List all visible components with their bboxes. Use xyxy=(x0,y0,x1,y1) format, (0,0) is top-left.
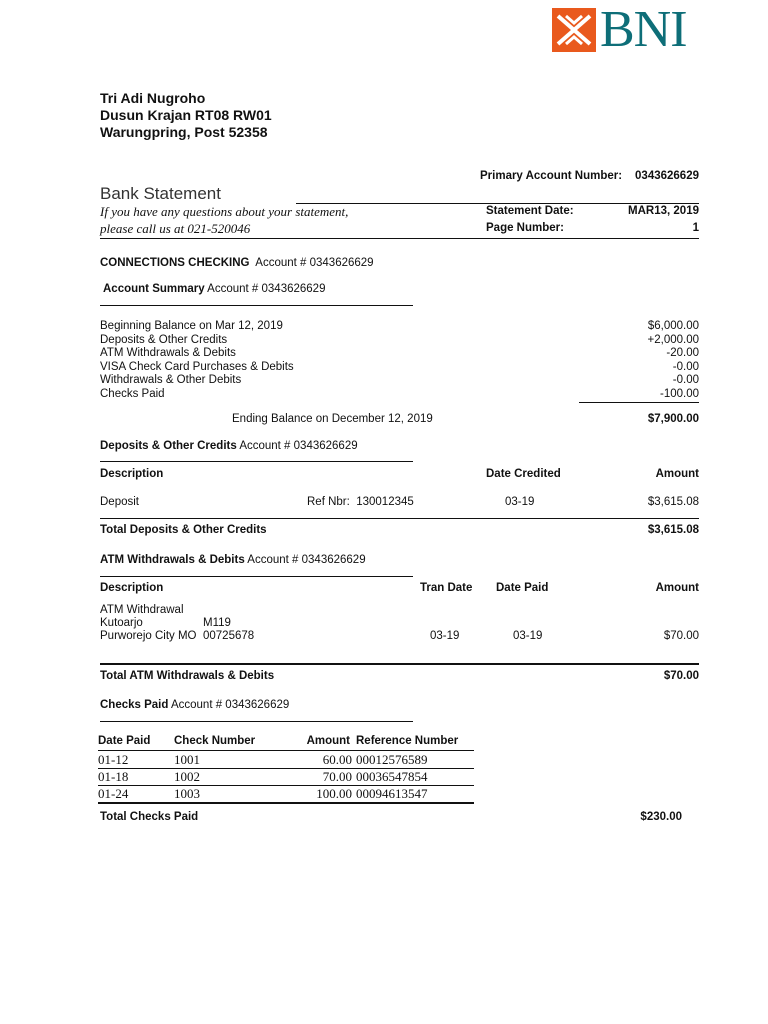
summary-list xyxy=(100,320,699,401)
atm-heading xyxy=(100,554,366,566)
deposit-description: Deposit xyxy=(100,496,139,508)
summary-row xyxy=(100,374,699,388)
page-number-label: Page Number: xyxy=(486,222,564,234)
check-number: 1002 xyxy=(174,769,268,786)
atm-row-description xyxy=(100,604,254,643)
summary-row-value: -0.00 xyxy=(672,374,699,386)
check-amount: 100.00 xyxy=(268,786,356,804)
checks-table xyxy=(98,734,474,804)
deposits-col-date: Date Credited xyxy=(486,468,561,480)
checks-col-amount: Amount xyxy=(306,735,350,747)
deposits-col-description: Description xyxy=(100,468,164,480)
table-row xyxy=(98,769,474,786)
customer-name: Tri Adi Nugroho xyxy=(100,90,206,106)
summary-row xyxy=(100,334,699,348)
statement-date-value: MAR13, 2019 xyxy=(628,205,699,217)
header-rule-bottom xyxy=(100,238,699,239)
deposits-total-rule xyxy=(100,518,699,519)
checks-col-reference: Reference Number xyxy=(356,735,459,747)
questions-line-1: If you have any questions about your statement, xyxy=(100,204,349,219)
checks-total-value: $230.00 xyxy=(640,811,682,823)
summary-row-value: +2,000.00 xyxy=(647,333,699,346)
atm-total-value: $70.00 xyxy=(663,670,699,682)
atm-terminal: M119 xyxy=(203,617,231,629)
atm-ref: 00725678 xyxy=(203,630,255,642)
atm-col-date-paid: Date Paid xyxy=(496,582,549,594)
deposits-total-label: Total Deposits & Other Credits xyxy=(100,524,267,536)
atm-account: Account # 0343626629 xyxy=(247,554,366,566)
summary-row-label: Deposits & Other Credits xyxy=(100,333,228,346)
check-reference: 00012576589 xyxy=(356,752,474,769)
statement-title: Bank Statement xyxy=(100,184,221,203)
page-number-value: 1 xyxy=(692,222,699,234)
checking-title: CONNECTIONS CHECKING xyxy=(100,257,250,269)
deposits-col-amount: Amount xyxy=(655,468,699,480)
check-amount: 60.00 xyxy=(268,752,356,769)
checks-title: Checks Paid xyxy=(100,699,169,711)
check-date: 01-18 xyxy=(98,769,174,786)
summary-row-value: -100.00 xyxy=(659,387,699,400)
check-reference: 00094613547 xyxy=(356,786,474,804)
bni-logo-text: BNI xyxy=(600,1,687,58)
ending-balance-value: $7,900.00 xyxy=(647,413,699,425)
summary-row-value: -20.00 xyxy=(666,347,699,359)
deposits-heading xyxy=(100,440,358,452)
address-line-1: Dusun Krajan RT08 RW01 xyxy=(100,107,272,123)
summary-row xyxy=(100,320,699,334)
check-date: 01-24 xyxy=(98,786,174,804)
checks-header-rule xyxy=(98,750,474,751)
atm-total-label: Total ATM Withdrawals & Debits xyxy=(100,670,275,682)
summary-rule xyxy=(100,305,413,306)
checking-account: Account # 0343626629 xyxy=(255,257,374,269)
summary-row xyxy=(100,347,699,361)
deposits-rule xyxy=(100,461,413,462)
deposit-date: 03-19 xyxy=(505,496,535,508)
summary-row-label: Checks Paid xyxy=(100,387,165,400)
deposit-ref xyxy=(307,496,414,508)
check-number: 1003 xyxy=(174,786,268,804)
address-line-2: Warungpring, Post 52358 xyxy=(100,124,268,140)
deposits-total-value: $3,615.08 xyxy=(647,524,699,536)
atm-col-tran-date: Tran Date xyxy=(420,582,473,594)
checks-heading xyxy=(100,699,289,711)
check-number: 1001 xyxy=(174,752,268,769)
deposits-title: Deposits & Other Credits xyxy=(100,440,237,452)
atm-region: Purworejo City MO xyxy=(100,630,197,642)
header-rule-top xyxy=(296,203,699,204)
atm-line-3 xyxy=(100,630,254,643)
summary-heading xyxy=(103,283,325,295)
atm-city: Kutoarjo xyxy=(100,617,143,629)
summary-row-label: Withdrawals & Other Debits xyxy=(100,374,242,386)
summary-row xyxy=(100,388,699,402)
table-row xyxy=(98,786,474,804)
atm-col-amount: Amount xyxy=(655,582,699,594)
deposit-ref-label: Ref Nbr: xyxy=(307,496,350,508)
atm-col-description: Description xyxy=(100,582,164,594)
deposit-ref-value: 130012345 xyxy=(356,496,414,508)
checks-col-check-number: Check Number xyxy=(174,735,256,747)
checking-heading xyxy=(100,257,374,269)
summary-row-label: Beginning Balance on Mar 12, 2019 xyxy=(100,320,283,332)
atm-amount: $70.00 xyxy=(663,630,699,642)
statement-date-label: Statement Date: xyxy=(486,205,574,217)
table-row xyxy=(98,752,474,769)
atm-tran-date: 03-19 xyxy=(430,630,460,642)
summary-row-value: $6,000.00 xyxy=(647,320,699,332)
checks-col-date-paid: Date Paid xyxy=(98,735,151,747)
questions-line-2: please call us at 021-520046 xyxy=(100,221,251,236)
check-date: 01-12 xyxy=(98,752,174,769)
summary-row-label: ATM Withdrawals & Debits xyxy=(100,347,236,359)
deposits-account: Account # 0343626629 xyxy=(239,440,358,452)
summary-title: Account Summary xyxy=(103,283,205,295)
summary-account: Account # 0343626629 xyxy=(207,283,326,295)
summary-row-label: VISA Check Card Purchases & Debits xyxy=(100,360,294,373)
atm-total-rule xyxy=(100,663,699,665)
atm-line-2 xyxy=(100,617,254,630)
checks-total-label: Total Checks Paid xyxy=(100,811,199,823)
summary-row-value: -0.00 xyxy=(672,360,699,373)
checks-rule xyxy=(100,721,413,722)
atm-title: ATM Withdrawals & Debits xyxy=(100,554,245,566)
atm-date-paid: 03-19 xyxy=(513,630,543,642)
customer-address xyxy=(100,90,272,141)
summary-row xyxy=(100,361,699,375)
summary-total-rule xyxy=(579,402,699,403)
check-amount: 70.00 xyxy=(268,769,356,786)
primary-account-label: Primary Account Number: xyxy=(480,170,623,182)
checks-account: Account # 0343626629 xyxy=(170,699,290,711)
ending-balance-label: Ending Balance on December 12, 2019 xyxy=(232,413,433,425)
atm-rule xyxy=(100,576,413,577)
check-reference: 00036547854 xyxy=(356,769,474,786)
bni-logo-icon xyxy=(552,8,596,52)
atm-line-1: ATM Withdrawal xyxy=(100,604,184,616)
primary-account-value: 0343626629 xyxy=(635,170,699,182)
deposit-amount: $3,615.08 xyxy=(647,496,699,508)
